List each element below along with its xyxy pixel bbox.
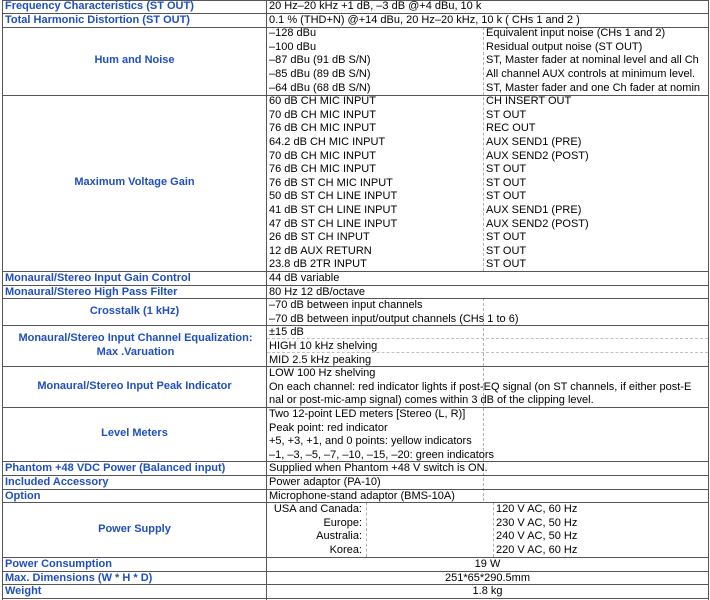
row-label-thd: Total Harmonic Distortion (ST OUT) [5, 13, 190, 26]
gain-output: AUX SEND1 (PRE) [486, 136, 582, 148]
gain-value: 47 dB ST CH LINE INPUT [269, 217, 398, 230]
gain-output: ST OUT [486, 163, 527, 176]
hum-value: –100 dBu [269, 40, 317, 53]
gain-output: REC OUT [486, 122, 536, 135]
row-label-frequency: Frequency Characteristics (ST OUT) [5, 0, 194, 12]
weight-value: 1.8 kg [472, 585, 503, 598]
gain-output: ST OUT [486, 190, 527, 203]
grid-line [366, 502, 367, 557]
gain-value: 50 dB ST CH LINE INPUT [269, 190, 398, 203]
row-label-hum-noise: Hum and Noise [94, 54, 175, 67]
hum-value: –85 dBu (89 dB S/N) [269, 68, 371, 80]
dimensions-value: 251*65*290.5mm [444, 571, 530, 584]
hum-condition: ST, Master fader at nominal level and all Ch [486, 54, 699, 67]
meters-value: Two 12-point LED meters [Stereo (L, R)] [269, 408, 466, 420]
power-voltage: 230 V AC, 50 Hz [496, 516, 578, 529]
gain-output: ST OUT [486, 108, 527, 121]
row-label-max-voltage-gain: Maximum Voltage Gain [74, 176, 195, 189]
hum-value: –64 dBu (68 dB S/N) [269, 81, 371, 94]
row-label-level-meters: Level Meters [101, 427, 168, 440]
row-label-power-consumption: Power Consumption [5, 558, 112, 570]
gain-value: 70 dB CH MIC INPUT [269, 108, 376, 121]
row-label-weight: Weight [5, 585, 42, 598]
row-label-included-accessory: Included Accessory [5, 476, 109, 488]
thd-value: 0.1 % (THD+N) @+14 dBu, 20 Hz–20 kHz, 10 k ( CHs 1 and 2 ) [269, 13, 580, 26]
equalization-label-line1: Monaural/Stereo Input Channel Equalization: [18, 331, 253, 344]
gain-value: 70 dB CH MIC INPUT [269, 149, 376, 162]
power-voltage: 240 V AC, 50 Hz [496, 530, 578, 543]
eq-value: MID 2.5 kHz peaking [269, 353, 372, 366]
row-label-max-dimensions: Max. Dimensions (W * H * D) [5, 571, 153, 584]
hpf-value: 80 Hz 12 dB/octave [269, 285, 366, 298]
hum-value: –128 dBu [269, 27, 317, 40]
gain-value: 76 dB CH MIC INPUT [269, 163, 376, 176]
row-label-power-supply: Power Supply [98, 522, 171, 535]
eq-value: HIGH 10 kHz shelving [269, 340, 378, 352]
gain-output: AUX SEND2 (POST) [486, 149, 589, 162]
gain-output: AUX SEND2 (POST) [486, 217, 589, 230]
option-value: Microphone-stand adaptor (BMS-10A) [269, 489, 455, 502]
gain-value: 76 dB ST CH MIC INPUT [269, 176, 393, 189]
power-voltage: 120 V AC, 60 Hz [496, 503, 578, 516]
crosstalk-value: –70 dB between input/output channels (CHs 1 to 6) [269, 312, 519, 325]
hum-condition: ST, Master fader and one Ch fader at nomin [486, 81, 701, 94]
row-label-phantom-power: Phantom +48 VDC Power (Balanced input) [5, 462, 226, 475]
gain-output: ST OUT [486, 244, 527, 257]
power-region: Europe: [323, 516, 362, 529]
gain-output: ST OUT [486, 176, 527, 189]
meters-value: –1, –3, –5, –7, –10, –15, –20: green indicators [269, 448, 495, 461]
meters-value: +5, +3, +1, and 0 points: yellow indicators [269, 435, 472, 448]
hum-condition: All channel AUX controls at minimum level. [486, 68, 696, 80]
hum-value: –87 dBu (91 dB S/N) [269, 54, 371, 67]
power-region: Korea: [329, 544, 362, 556]
row-label-peak-indicator: Monaural/Stereo Input Peak Indicator [37, 379, 232, 392]
meters-value: Peak point: red indicator [269, 421, 388, 434]
consumption-value: 19 W [474, 558, 501, 570]
gain-output: ST OUT [486, 258, 527, 271]
gain-control-value: 44 dB variable [269, 272, 340, 284]
grid-line [708, 0, 709, 600]
equalization-label-line2: Max .Varuation [96, 345, 175, 358]
row-label-equalization [3, 325, 266, 366]
peak-value: nal or post-mic-amp signal) comes within 3 dB of the clipping level. [269, 394, 594, 407]
power-region: USA and Canada: [273, 503, 362, 516]
crosstalk-value: –70 dB between input channels [269, 299, 423, 312]
accessory-value: Power adaptor (PA-10) [269, 476, 381, 488]
phantom-value: Supplied when Phantom +48 V switch is ON. [269, 462, 488, 475]
gain-value: 23.8 dB 2TR INPUT [269, 258, 367, 271]
power-voltage: 220 V AC, 60 Hz [496, 544, 578, 556]
peak-value: LOW 100 Hz shelving [269, 367, 376, 380]
gain-value: 76 dB CH MIC INPUT [269, 122, 376, 135]
row-label-option: Option [5, 489, 41, 502]
gain-value: 60 dB CH MIC INPUT [269, 95, 376, 108]
row-label-gain-control: Monaural/Stereo Input Gain Control [5, 272, 191, 284]
hum-condition: Residual output noise (ST OUT) [486, 40, 643, 53]
gain-output: ST OUT [486, 231, 527, 244]
frequency-value: 20 Hz–20 kHz +1 dB, –3 dB @+4 dBu, 10 k [269, 0, 482, 12]
gain-output: AUX SEND1 (PRE) [486, 204, 582, 216]
peak-value: On each channel: red indicator lights if post-EQ signal (on ST channels, if either post-E [269, 380, 692, 393]
gain-value: 41 dB ST CH LINE INPUT [269, 204, 398, 216]
row-label-high-pass-filter: Monaural/Stereo High Pass Filter [5, 285, 178, 298]
hum-condition: Equivalent input noise (CHs 1 and 2) [486, 27, 666, 40]
eq-value: ±15 dB [269, 326, 304, 339]
gain-output: CH INSERT OUT [486, 95, 572, 108]
row-label-crosstalk: Crosstalk (1 kHz) [89, 304, 180, 317]
gain-value: 26 dB ST CH INPUT [269, 231, 370, 244]
gain-value: 12 dB AUX RETURN [269, 244, 372, 257]
gain-value: 64.2 dB CH MIC INPUT [269, 136, 386, 148]
power-region: Australia: [316, 530, 362, 543]
